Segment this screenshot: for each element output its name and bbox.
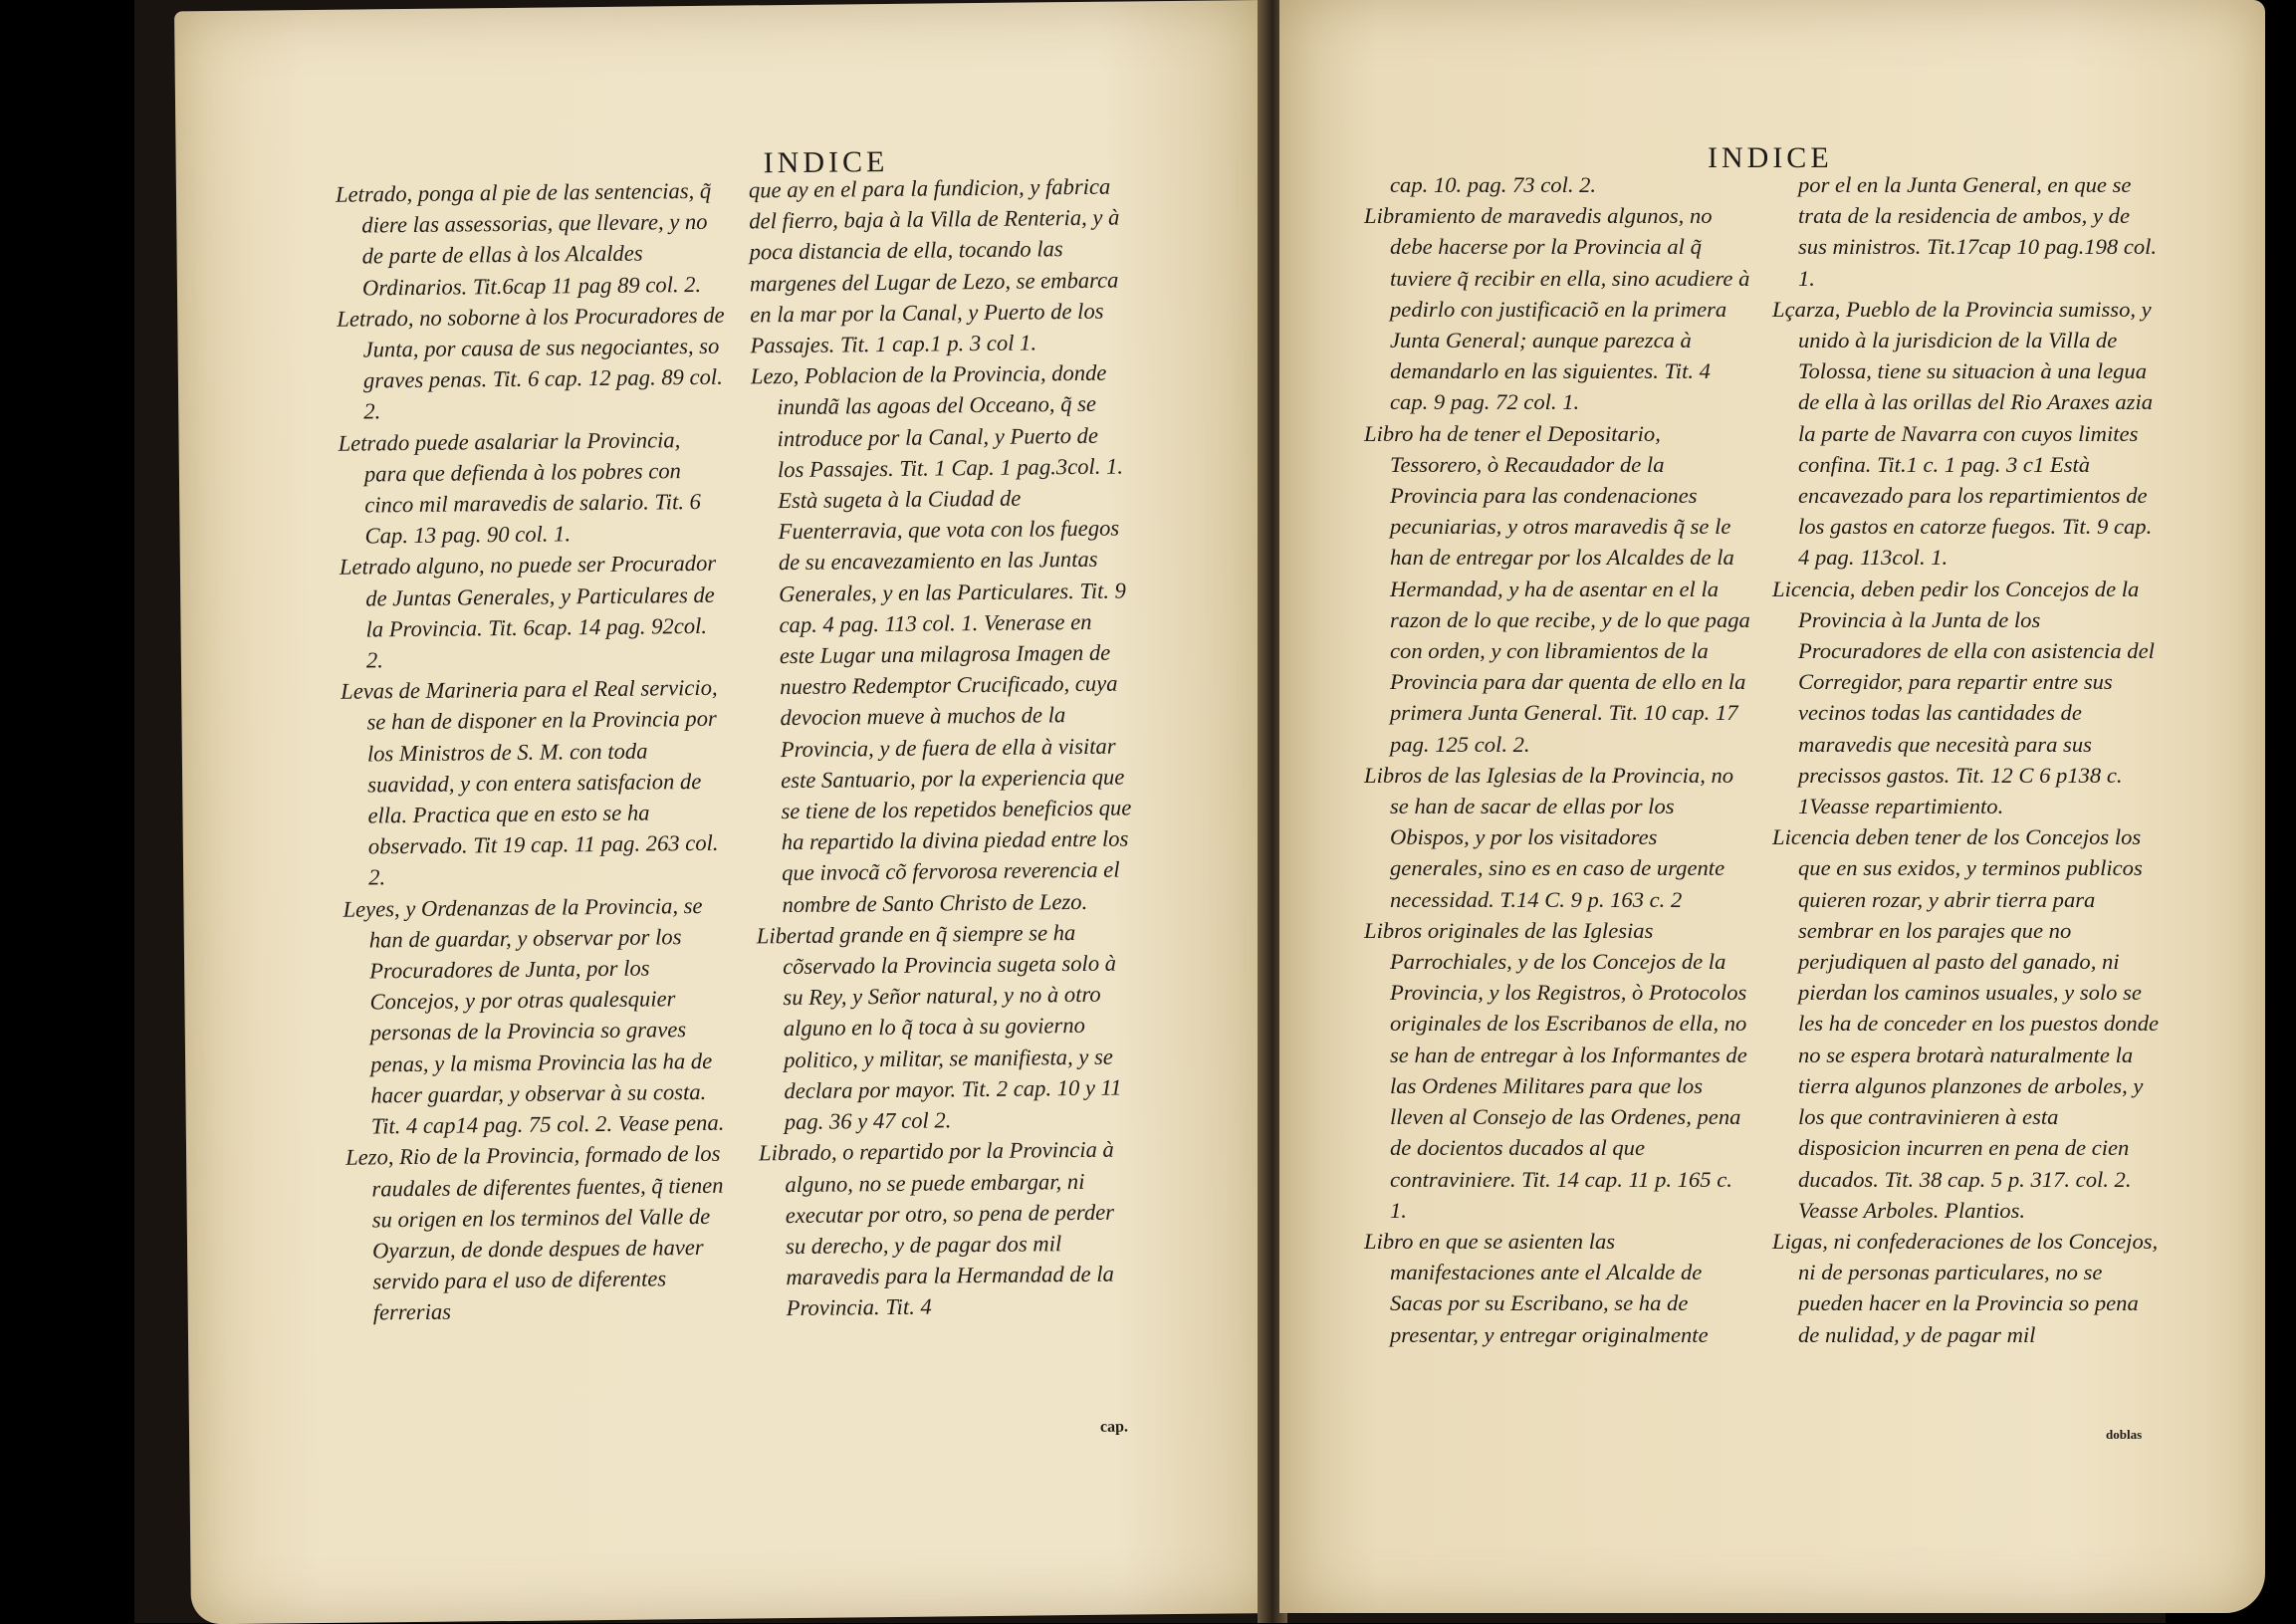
index-column-2 — [1772, 169, 2161, 1350]
index-entry: Ligas, ni confederaciones de los Concejos, ni de personas particulares, no se pueden hacer en la Provincia so pena de nulidad, y de pagar mil — [1772, 1228, 2159, 1347]
index-entry: Lezo, Poblacion de la Provincia, donde inundã las agoas del Occeano, q̃ se introduce por la Canal, y Puerto de los Passajes. Tit. 1 Cap. 1 pag.3col. 1. Està sugeta à la Ciudad de Fuenterravia, que vota con los fuegos de su encavezamiento en las Juntas Generales, y en las Particulares. Tit. 9 cap. 4 pag. 113 col. 1. Venerase en este Lugar una milagrosa Imagen de nuestro Redemptor Crucificado, cuya devocion mueve à muchos de la Provincia, y de fuera de ella à visitar este Santuario, por la experiencia que se tiene de los repetidos beneficios que ha repartido la divina piedad entre los que invocã cõ fervorosa reverencia el nombre de Santo Christo de Lezo. — [750, 359, 1132, 917]
index-entry: Lçarza, Pueblo de la Provincia sumisso, y unido à la jurisdicion de la Villa de Tolossa, tiene su situacion à una legua de ella à las orillas del Rio Araxes azia la parte de Navarra con cuyos limites confina. Tit.1 c. 1 pag. 3 c1 Està encavezado para los repartimientos de los gastos en catorze fuegos. Tit. 9 cap. 4 pag. 113col. 1. — [1772, 296, 2154, 571]
index-entry: Libramiento de maravedis algunos, no debe hacerse por la Provincia al q̃ tuviere q̃ recibir en ella, sino acudiere à pedirlo con justificaciõ en la primera Junta General; aunque parezca à demandarlo en las siguientes. Tit. 4 cap. 9 pag. 72 col. 1. — [1364, 203, 1750, 415]
index-entry: Levas de Marineria para el Real servicio, se han de disponer en la Provincia por los Ministros de S. M. con toda suavidad, y con entera satisfacion de ella. Practica que en esto se ha observado. Tit 19 cap. 11 pag. 263 col. 2. — [341, 675, 719, 890]
index-entry: Lezo, Rio de la Provincia, formado de los raudales de diferentes fuentes, q̃ tienen su origen en los terminos del Valle de Oyarzun, de donde despues de haver servido para el uso de diferentes ferrerias — [344, 1141, 724, 1325]
index-entry: Libertad grande en q̃ siempre se ha cõservado la Provincia sugeta solo à su Rey, y Señor natural, y no à otro alguno en lo q̃ toca à su govierno politico, y militar, se manifiesta, y se declara por mayor. Tit. 2 cap. 10 y 11 pag. 36 y 47 col 2. — [756, 919, 1122, 1135]
index-entry-continued: cap. 10. pag. 73 col. 2. — [1390, 172, 1597, 197]
index-entry: Licencia deben tener de los Concejos los que en sus exidos, y terminos publicos quieren rozar, y abrir tierra para sembrar en los parajes que no perjudiquen al pasto del ganado, ni pierdan los caminos usuales, y solo se les ha de conceder en los puestos donde no se espera brotarà naturalmente la tierra algunos planzones de arboles, y los que contravinieren à esta disposicion incurren en pena de cien ducados. Tit. 38 cap. 5 p. 317. col. 2. Veasse Arboles. Plantios. — [1772, 824, 2160, 1223]
left-page — [174, 0, 1281, 1624]
index-entry: Letrado alguno, no puede ser Procurador de Juntas Generales, y Particulares de la Provincia. Tit. 6cap. 14 pag. 92col. 2. — [339, 551, 717, 673]
index-entry: Letrado puede asalariar la Provincia, para que defienda à los pobres con cinco mil maravedis de salario. Tit. 6 Cap. 13 pag. 90 col. 1. — [338, 426, 702, 549]
index-entry: Libro ha de tener el Depositario, Tessorero, ò Recaudador de la Provincia para las condenaciones pecuniarias, y otros maravedis q̃ se le han de entregar por los Alcaldes de la Hermandad, y ha de asentar en el la razon de lo que recibe, y de lo que paga con orden, y con libramientos de la Provincia para dar quenta de ello en la primera Junta General. Tit. 10 cap. 17 pag. 125 col. 2. — [1364, 420, 1750, 757]
index-entry: Libros originales de las Iglesias Parrochiales, y de los Concejos de la Provincia, y los Registros, ò Protocolos originales de los Escribanos de ella, no se han de entregar à los Informantes de las Ordenes Militares para que los lleven al Consejo de las Ordenes, pena de docientos ducados al que contraviniere. Tit. 14 cap. 11 p. 165 c. 1. — [1364, 917, 1747, 1223]
open-book — [134, 0, 2166, 1623]
index-entry: Leyes, y Ordenanzas de la Provincia, se han de guardar, y observar por los Procuradores de Junta, por los Concejos, y por otras qualesquier personas de la Provincia so graves penas, y la misma Provincia las ha de hacer guardar, y observar à su costa. Tit. 4 cap14 pag. 75 col. 2. Vease pena. — [343, 892, 725, 1139]
running-head: INDICE — [1708, 141, 1833, 174]
catchword: cap. — [1099, 1418, 1129, 1436]
index-column-2 — [749, 170, 1139, 1323]
catchword: doblas — [2106, 1427, 2143, 1442]
index-entry: Licencia, deben pedir los Concejos de la Provincia à la Junta de los Procuradores de ella con asistencia del Corregidor, para repartir entre sus vecinos todas las cantidades de maravedis que necesità para sus precissos gastos. Tit. 12 C 6 p138 c. 1Veasse repartimiento. — [1772, 576, 2155, 819]
index-column-1 — [336, 175, 736, 1329]
right-page — [1279, 0, 2265, 1613]
index-entry-continued: por el en la Junta General, en que se trata de la residencia de ambos, y de sus ministros. Tit.17cap 10 pag.198 col. 1. — [1798, 172, 2158, 291]
index-entry: Letrado, ponga al pie de las sentencias, q̃ diere las assessorias, que llevare, y no de parte de ellas à los Alcaldes Ordinarios. Tit.6cap 11 pag 89 col. 2. — [335, 177, 712, 301]
running-head: INDICE — [763, 144, 889, 180]
index-entry: Libros de las Iglesias de la Provincia, no se han de sacar de ellas por los Obispos, y por los visitadores generales, sino es en caso de urgente necessidad. T.14 C. 9 p. 163 c. 2 — [1364, 762, 1734, 912]
index-entry: Letrado, no soborne à los Procuradores de Junta, por causa de sus negociantes, so graves penas. Tit. 6 cap. 12 pag. 89 col. 2. — [337, 302, 725, 424]
index-column-1 — [1364, 169, 1752, 1350]
index-entry-continued: que ay en el para la fundicion, y fabrica del fierro, baja à la Villa de Renteria, y à poca distancia de ella, tocando las margenes del Lugar de Lezo, se embarca en la mar por la Canal, y Puerto de los Passajes. Tit. 1 cap.1 p. 3 col 1. — [748, 173, 1120, 358]
index-entry: Libro en que se asienten las manifestaciones ante el Alcalde de Sacas por su Escribano, se ha de presentar, y entregar originalmente — [1364, 1228, 1709, 1347]
index-entry: Librado, o repartido por la Provincia à alguno, no se puede embargar, ni executar por otro, so pena de perder su derecho, y de pagar dos mil maravedis para la Hermandad de la Provincia. Tit. 4 — [758, 1136, 1115, 1321]
